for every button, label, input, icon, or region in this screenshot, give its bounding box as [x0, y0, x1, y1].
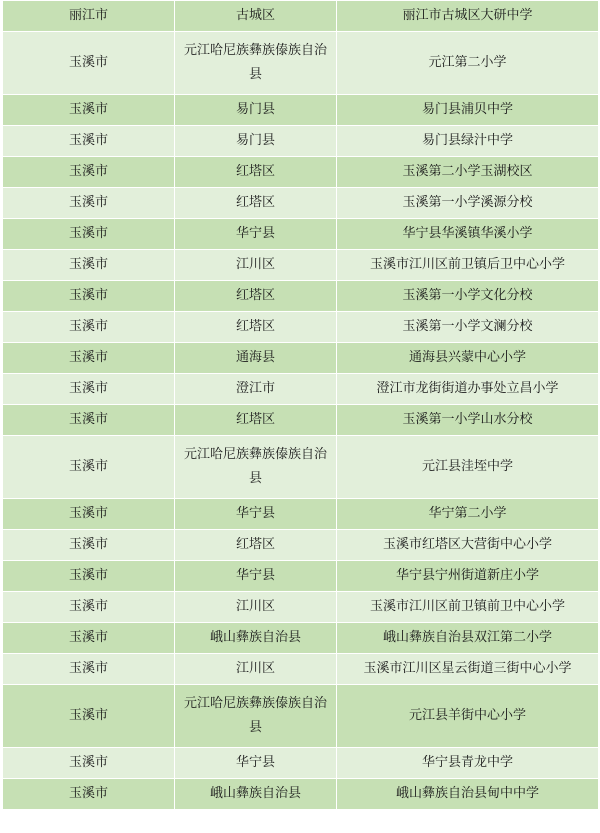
- table-row: [3, 405, 599, 436]
- district-cell: 江川区: [175, 654, 337, 685]
- school-cell: 玉溪第二小学玉湖校区: [337, 157, 599, 188]
- city-cell: 玉溪市: [3, 654, 175, 685]
- table-row: [3, 1, 599, 32]
- district-cell: 红塔区: [175, 530, 337, 561]
- city-cell: 玉溪市: [3, 374, 175, 405]
- table-row: [3, 623, 599, 654]
- school-cell: 元江县羊街中心小学: [337, 685, 599, 748]
- school-cell: 玉溪第一小学文化分校: [337, 281, 599, 312]
- city-cell: 玉溪市: [3, 312, 175, 343]
- district-cell: 澄江市: [175, 374, 337, 405]
- district-cell: 华宁县: [175, 748, 337, 779]
- district-cell: [175, 436, 337, 499]
- table-row: [3, 312, 599, 343]
- district-cell: 红塔区: [175, 157, 337, 188]
- district-cell: 红塔区: [175, 312, 337, 343]
- city-cell: 玉溪市: [3, 530, 175, 561]
- school-cell: 华宁县华溪镇华溪小学: [337, 219, 599, 250]
- district-cell: 通海县: [175, 343, 337, 374]
- school-cell: 玉溪市红塔区大营街中心小学: [337, 530, 599, 561]
- table-row: [3, 561, 599, 592]
- district-cell: 红塔区: [175, 281, 337, 312]
- district-cell: 峨山彝族自治县: [175, 623, 337, 654]
- city-cell: 玉溪市: [3, 592, 175, 623]
- school-cell: 丽江市古城区大研中学: [337, 1, 599, 32]
- district-cell: 红塔区: [175, 188, 337, 219]
- school-cell: 玉溪第一小学文澜分校: [337, 312, 599, 343]
- district-text: 元江哈尼族彝族傣族自治县: [183, 43, 327, 82]
- school-cell: 华宁县青龙中学: [337, 748, 599, 779]
- table-row: [3, 530, 599, 561]
- district-cell: 易门县: [175, 95, 337, 126]
- district-cell: [175, 32, 337, 95]
- table-row: [3, 188, 599, 219]
- city-cell: 玉溪市: [3, 157, 175, 188]
- table-row: [3, 343, 599, 374]
- table-row: [3, 374, 599, 405]
- school-cell: 玉溪市江川区前卫镇前卫中心小学: [337, 592, 599, 623]
- city-cell: 玉溪市: [3, 623, 175, 654]
- city-cell: 玉溪市: [3, 126, 175, 157]
- city-cell: 玉溪市: [3, 32, 175, 95]
- city-cell: 玉溪市: [3, 343, 175, 374]
- school-cell: 峨山彝族自治县双江第二小学: [337, 623, 599, 654]
- table-row: [3, 592, 599, 623]
- school-cell: 元江第二小学: [337, 32, 599, 95]
- city-cell: 玉溪市: [3, 405, 175, 436]
- city-cell: 玉溪市: [3, 499, 175, 530]
- table-row: [3, 654, 599, 685]
- school-cell: 元江县洼垤中学: [337, 436, 599, 499]
- district-cell: 江川区: [175, 250, 337, 281]
- district-cell: 红塔区: [175, 405, 337, 436]
- district-cell: 江川区: [175, 592, 337, 623]
- district-cell: 古城区: [175, 1, 337, 32]
- district-cell: [175, 685, 337, 748]
- school-cell: 玉溪市江川区星云街道三街中心小学: [337, 654, 599, 685]
- table-row: [3, 126, 599, 157]
- city-cell: 玉溪市: [3, 561, 175, 592]
- city-cell: 丽江市: [3, 1, 175, 32]
- district-cell: 峨山彝族自治县: [175, 779, 337, 810]
- city-cell: 玉溪市: [3, 219, 175, 250]
- school-cell: 易门县浦贝中学: [337, 95, 599, 126]
- school-cell: 玉溪市江川区前卫镇后卫中心小学: [337, 250, 599, 281]
- school-cell: 华宁县宁州街道新庄小学: [337, 561, 599, 592]
- city-cell: 玉溪市: [3, 436, 175, 499]
- city-cell: 玉溪市: [3, 779, 175, 810]
- table-row: [3, 250, 599, 281]
- city-cell: 玉溪市: [3, 281, 175, 312]
- district-cell: 华宁县: [175, 561, 337, 592]
- city-cell: 玉溪市: [3, 188, 175, 219]
- table-row: [3, 499, 599, 530]
- city-cell: 玉溪市: [3, 685, 175, 748]
- school-cell: 华宁第二小学: [337, 499, 599, 530]
- city-cell: 玉溪市: [3, 250, 175, 281]
- district-cell: 易门县: [175, 126, 337, 157]
- table-row: [3, 748, 599, 779]
- school-cell: 澄江市龙街街道办事处立昌小学: [337, 374, 599, 405]
- school-cell: 玉溪第一小学山水分校: [337, 405, 599, 436]
- city-cell: 玉溪市: [3, 748, 175, 779]
- school-cell: 玉溪第一小学溪源分校: [337, 188, 599, 219]
- table-row: [3, 219, 599, 250]
- school-cell: 峨山彝族自治县甸中中学: [337, 779, 599, 810]
- school-table: [2, 0, 599, 810]
- table-row: [3, 281, 599, 312]
- table-row: [3, 436, 599, 499]
- table-row: [3, 779, 599, 810]
- district-text: 元江哈尼族彝族傣族自治县: [183, 447, 327, 486]
- table-row: [3, 685, 599, 748]
- district-text: 元江哈尼族彝族傣族自治县: [183, 696, 327, 735]
- school-cell: 易门县绿汁中学: [337, 126, 599, 157]
- table-row: [3, 32, 599, 95]
- school-cell: 通海县兴蒙中心小学: [337, 343, 599, 374]
- city-cell: 玉溪市: [3, 95, 175, 126]
- table-row: [3, 95, 599, 126]
- district-cell: 华宁县: [175, 499, 337, 530]
- table-row: [3, 157, 599, 188]
- district-cell: 华宁县: [175, 219, 337, 250]
